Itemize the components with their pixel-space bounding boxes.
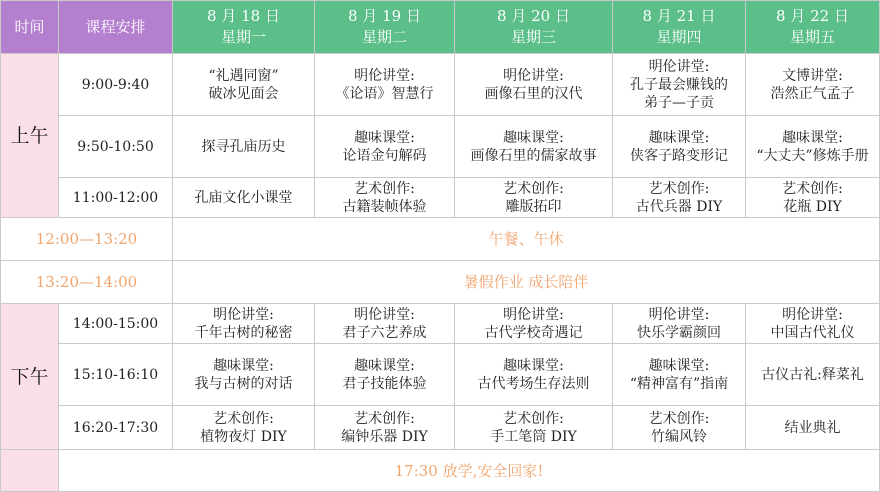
time-slot: 16:20-17:30 bbox=[59, 406, 173, 450]
course-line: 艺术创作: bbox=[503, 410, 564, 427]
morning-period-label: 上午 bbox=[1, 54, 59, 218]
course-cell bbox=[455, 406, 613, 450]
time-slot: 9:00-9:40 bbox=[59, 54, 173, 116]
time-slot: 11:00-12:00 bbox=[59, 178, 173, 218]
course-line: 竹编风铃 bbox=[651, 428, 707, 445]
course-cell bbox=[455, 116, 613, 178]
course-line: “精神富有”指南 bbox=[629, 375, 729, 392]
course-line: 趣味课堂: bbox=[648, 129, 710, 146]
header-row bbox=[1, 1, 880, 54]
course-line: 快乐学霸颜回 bbox=[637, 324, 721, 341]
course-cell bbox=[173, 178, 315, 218]
course-cell bbox=[746, 344, 880, 406]
course-cell bbox=[315, 406, 455, 450]
course-cell bbox=[173, 304, 315, 344]
day-date: 8 月 21 日 bbox=[642, 7, 716, 25]
course-line: 趣味课堂: bbox=[503, 129, 564, 146]
course-line: 艺术创作: bbox=[782, 180, 843, 197]
course-cell bbox=[173, 406, 315, 450]
course-line: 古代学校奇遇记 bbox=[484, 324, 583, 341]
day-date: 8 月 22 日 bbox=[776, 7, 849, 25]
course-line: 趣味课堂: bbox=[503, 357, 564, 374]
course-cell bbox=[746, 54, 880, 116]
course-line: 手工笔筒 DIY bbox=[490, 428, 577, 445]
time-slot: 15:10-16:10 bbox=[59, 344, 173, 406]
course-line: 弟子—子贡 bbox=[644, 94, 714, 111]
homework-session-time: 13:20—14:00 bbox=[1, 261, 173, 304]
course-line: 艺术创作: bbox=[503, 180, 564, 197]
lunch-break-row bbox=[1, 218, 880, 261]
course-line: 艺术创作: bbox=[354, 410, 415, 427]
course-cell bbox=[455, 178, 613, 218]
course-line: 孔庙文化小课堂 bbox=[194, 189, 293, 206]
schedule-row bbox=[1, 178, 880, 218]
course-cell bbox=[613, 178, 746, 218]
lunch-break-time: 12:00—13:20 bbox=[1, 218, 173, 261]
course-line: 趣味课堂: bbox=[354, 129, 415, 146]
course-line: 千年古树的秘密 bbox=[194, 324, 293, 341]
course-cell bbox=[746, 304, 880, 344]
course-line: 艺术创作: bbox=[648, 180, 710, 197]
course-line: 趣味课堂: bbox=[213, 357, 274, 374]
course-line: 艺术创作: bbox=[648, 410, 710, 427]
course-line: 艺术创作: bbox=[213, 410, 274, 427]
footer-note: 17:30 放学,安全回家! bbox=[59, 450, 880, 492]
course-line: “礼遇同窗” bbox=[208, 67, 279, 84]
course-line: 明伦讲堂: bbox=[354, 67, 415, 84]
course-line: 侠客子路变形记 bbox=[630, 147, 728, 164]
day-header-1 bbox=[173, 1, 315, 54]
schedule-row bbox=[1, 406, 880, 450]
course-cell bbox=[173, 344, 315, 406]
course-line: 中国古代礼仪 bbox=[770, 324, 855, 341]
course-cell bbox=[746, 116, 880, 178]
course-line: 趣味课堂: bbox=[648, 357, 710, 374]
time-slot: 9:50-10:50 bbox=[59, 116, 173, 178]
day-weekday: 星期五 bbox=[789, 28, 835, 46]
afternoon-period-label: 下午 bbox=[1, 304, 59, 450]
course-line: 雕版拓印 bbox=[505, 198, 562, 215]
course-line: 破冰见面会 bbox=[208, 85, 279, 102]
day-date: 8 月 19 日 bbox=[348, 7, 421, 25]
course-line: 编钟乐器 DIY bbox=[341, 428, 428, 445]
course-line: 论语金句解码 bbox=[342, 147, 427, 164]
course-cell bbox=[315, 344, 455, 406]
course-line: 趣味课堂: bbox=[782, 129, 843, 146]
course-line: 古代考场生存法则 bbox=[477, 375, 590, 392]
course-cell bbox=[455, 344, 613, 406]
course-line: 画像石里的汉代 bbox=[484, 85, 583, 102]
course-line: 趣味课堂: bbox=[354, 357, 415, 374]
course-line: 君子六艺养成 bbox=[342, 324, 427, 341]
course-line: 孔子最会赚钱的 bbox=[630, 76, 728, 93]
course-cell bbox=[315, 116, 455, 178]
schedule-row bbox=[1, 116, 880, 178]
course-line: 明伦讲堂: bbox=[782, 306, 843, 323]
day-date: 8 月 20 日 bbox=[497, 7, 570, 25]
course-line: 君子技能体验 bbox=[342, 375, 427, 392]
time-slot: 14:00-15:00 bbox=[59, 304, 173, 344]
day-date: 8 月 18 日 bbox=[207, 7, 280, 25]
day-header-3 bbox=[455, 1, 613, 54]
homework-session-row bbox=[1, 261, 880, 304]
lunch-break-text: 午餐、午休 bbox=[173, 218, 880, 261]
course-line: 花瓶 DIY bbox=[783, 198, 842, 215]
course-line: 探寻孔庙历史 bbox=[201, 138, 286, 155]
footer-blank bbox=[1, 450, 59, 492]
schedule-row bbox=[1, 54, 880, 116]
course-line: “大丈夫”修炼手册 bbox=[756, 147, 869, 164]
course-line: 《论语》智慧行 bbox=[335, 85, 434, 102]
day-weekday: 星期二 bbox=[361, 28, 407, 46]
course-line: 浩然正气孟子 bbox=[770, 85, 855, 102]
course-line: 明伦讲堂: bbox=[503, 306, 564, 323]
course-cell bbox=[613, 54, 746, 116]
course-line: 画像石里的儒家故事 bbox=[470, 147, 597, 164]
course-line: 古代兵器 DIY bbox=[635, 198, 723, 215]
course-line: 艺术创作: bbox=[354, 180, 415, 197]
course-cell bbox=[455, 54, 613, 116]
day-weekday: 星期一 bbox=[220, 28, 266, 46]
course-line: 古仪古礼:释菜礼 bbox=[761, 366, 864, 383]
course-cell bbox=[315, 178, 455, 218]
course-line: 我与古树的对话 bbox=[194, 375, 293, 392]
course-line: 明伦讲堂: bbox=[648, 306, 710, 323]
day-weekday: 星期三 bbox=[510, 28, 556, 46]
course-cell bbox=[315, 54, 455, 116]
course-line: 明伦讲堂: bbox=[354, 306, 415, 323]
schedule-row bbox=[1, 304, 880, 344]
course-line: 明伦讲堂: bbox=[213, 306, 274, 323]
course-cell bbox=[746, 406, 880, 450]
course-cell bbox=[315, 304, 455, 344]
day-header-4 bbox=[613, 1, 746, 54]
day-header-5 bbox=[746, 1, 880, 54]
day-header-2 bbox=[315, 1, 455, 54]
course-cell bbox=[613, 304, 746, 344]
course-line: 文博讲堂: bbox=[782, 67, 843, 84]
schedule-row bbox=[1, 344, 880, 406]
course-cell bbox=[613, 116, 746, 178]
course-cell bbox=[455, 304, 613, 344]
course-line: 古籍装帧体验 bbox=[342, 198, 427, 215]
course-cell bbox=[173, 116, 315, 178]
course-line: 植物夜灯 DIY bbox=[200, 428, 287, 445]
course-cell bbox=[613, 344, 746, 406]
course-line: 明伦讲堂: bbox=[503, 67, 564, 84]
course-cell bbox=[173, 54, 315, 116]
footer-row bbox=[1, 450, 880, 492]
time-header: 时间 bbox=[1, 1, 59, 54]
course-cell bbox=[613, 406, 746, 450]
day-weekday: 星期四 bbox=[656, 28, 702, 46]
course-line: 明伦讲堂: bbox=[648, 58, 710, 75]
course-cell bbox=[746, 178, 880, 218]
course-line: 结业典礼 bbox=[784, 419, 841, 436]
homework-session-text: 暑假作业 成长陪伴 bbox=[173, 261, 880, 304]
course-header: 课程安排 bbox=[59, 1, 173, 54]
